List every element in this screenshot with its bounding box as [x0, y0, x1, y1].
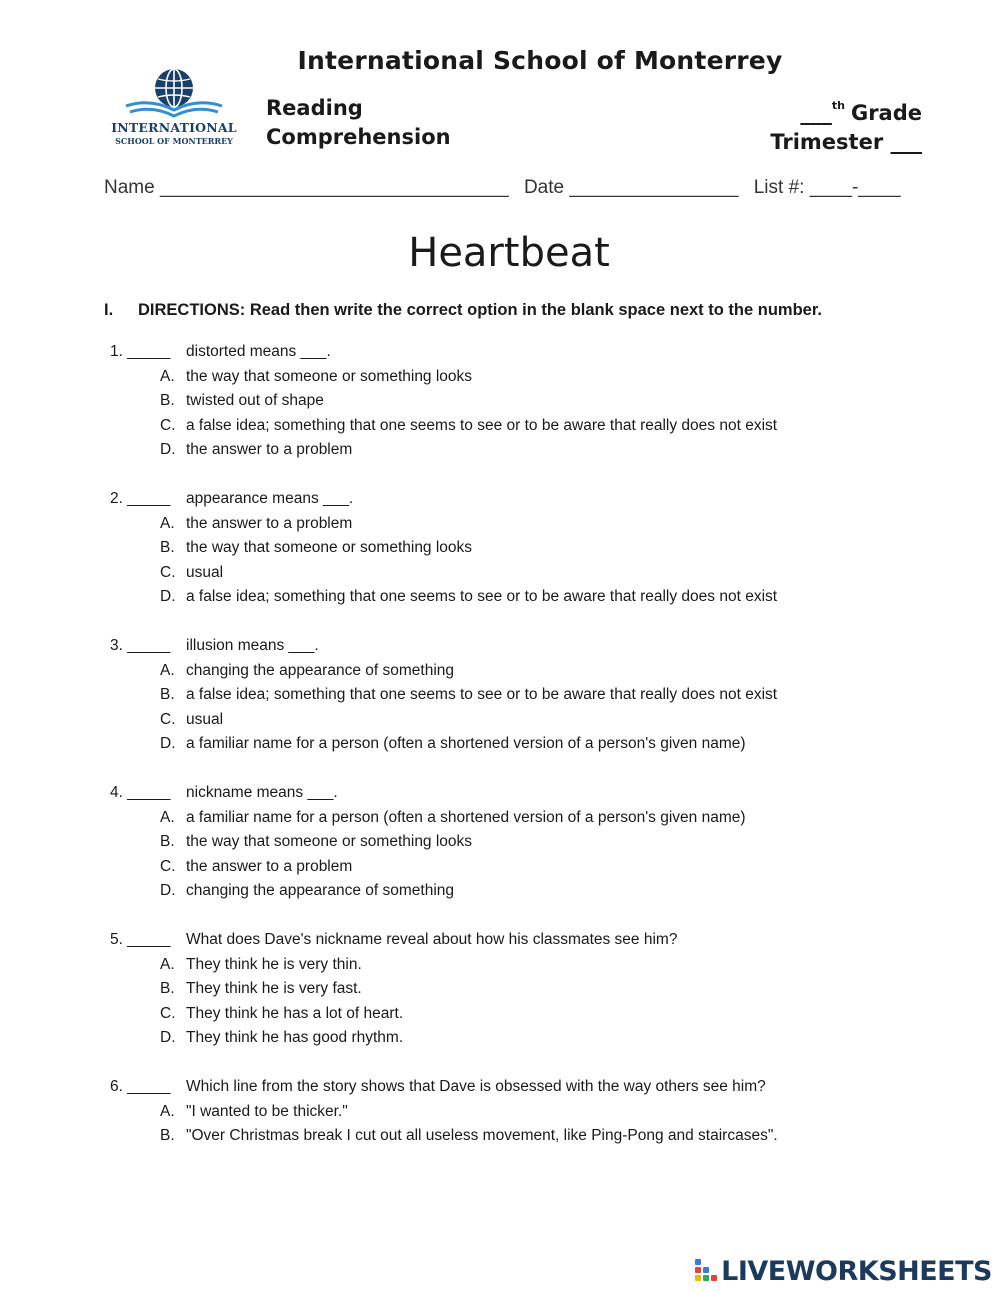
option-text: the answer to a problem — [186, 441, 353, 458]
liveworksheets-logo-icon — [694, 1257, 718, 1285]
option-item — [110, 389, 970, 414]
option-letter: C. — [160, 710, 176, 728]
grade-blank[interactable]: ___ — [800, 101, 832, 125]
option-text: the way that someone or something looks — [186, 367, 473, 385]
option-item — [110, 1100, 970, 1125]
question-line — [110, 487, 970, 512]
option-text: usual — [186, 710, 224, 728]
option-item — [110, 1026, 970, 1051]
question-line — [110, 634, 970, 659]
option-letter: B. — [160, 392, 175, 409]
school-logo — [104, 66, 244, 152]
option-text: a familiar name for a person (often a shortened version of a person's given name) — [186, 808, 746, 826]
option-letter: A. — [160, 661, 175, 679]
option-item — [110, 953, 970, 978]
question-prompt: nickname means ___. — [186, 784, 338, 801]
option-text: a false idea; something that one seems to see or to be aware that really does not exist — [186, 588, 778, 605]
question-line — [110, 928, 970, 953]
date-field[interactable]: Date ________________ — [523, 177, 739, 198]
option-letter: C. — [160, 563, 176, 581]
question-line — [110, 340, 970, 365]
answer-blank[interactable]: 3. _____ — [110, 637, 171, 654]
option-item — [110, 1002, 970, 1027]
answer-blank[interactable]: 6. _____ — [110, 1078, 171, 1095]
option-letter: C. — [160, 1004, 176, 1022]
option-text: They think he has a lot of heart. — [186, 1004, 404, 1022]
option-item — [110, 536, 970, 561]
globe-book-icon — [104, 66, 244, 120]
option-text: the way that someone or something looks — [186, 539, 473, 556]
grade-suffix: th — [831, 99, 845, 112]
option-item — [110, 561, 970, 586]
question-prompt: What does Dave's nickname reveal about how his classmates see him? — [186, 931, 678, 948]
list-field[interactable]: List #: ____-____ — [753, 177, 901, 198]
option-letter: A. — [160, 808, 175, 826]
option-text: the answer to a problem — [186, 857, 353, 875]
option-item — [110, 414, 970, 439]
option-text: They think he is very fast. — [186, 980, 362, 997]
grade-label: Grade — [850, 101, 922, 125]
question-1 — [110, 340, 970, 463]
question-line — [110, 1075, 970, 1100]
liveworksheets-watermark — [694, 1254, 992, 1288]
grade-trimester — [770, 94, 922, 157]
question-prompt: distorted means ___. — [186, 343, 331, 360]
option-text: twisted out of shape — [186, 392, 324, 409]
logo-text: INTERNATIONAL — [111, 120, 237, 135]
option-letter: B. — [160, 539, 175, 556]
option-letter: D. — [160, 735, 176, 752]
directions — [104, 301, 822, 320]
option-text: changing the appearance of something — [186, 661, 455, 679]
question-4 — [110, 781, 970, 904]
name-field[interactable]: Name _________________________________ — [104, 177, 509, 198]
option-item — [110, 879, 970, 904]
option-text: the answer to a problem — [186, 514, 353, 532]
question-2 — [110, 487, 970, 610]
option-text: They think he has good rhythm. — [186, 1029, 404, 1046]
document-title: Heartbeat — [408, 230, 610, 276]
option-item — [110, 438, 970, 463]
option-letter: C. — [160, 416, 176, 434]
question-prompt: Which line from the story shows that Dave is obsessed with the way others see him? — [186, 1078, 766, 1095]
option-text: "Over Christmas break I cut out all useless movement, like Ping-Pong and staircases". — [186, 1127, 778, 1144]
option-letter: A. — [160, 367, 175, 385]
option-text: "I wanted to be thicker." — [186, 1102, 348, 1120]
option-item — [110, 708, 970, 733]
option-item — [110, 365, 970, 390]
option-letter: A. — [160, 1102, 175, 1120]
watermark-text: LIVEWORKSHEETS — [721, 1255, 992, 1287]
option-letter: D. — [160, 1029, 176, 1046]
subject-heading — [266, 94, 451, 152]
option-letter: A. — [160, 955, 175, 973]
option-item — [110, 732, 970, 757]
option-letter: C. — [160, 857, 176, 875]
option-letter: A. — [160, 514, 175, 532]
grade-line — [770, 94, 922, 128]
option-letter: B. — [160, 1127, 175, 1144]
question-prompt: appearance means ___. — [186, 490, 354, 507]
option-item — [110, 585, 970, 610]
option-text: a false idea; something that one seems to see or to be aware that really does not exist — [186, 416, 778, 434]
trimester-line[interactable]: Trimester ___ — [770, 130, 922, 154]
option-text: usual — [186, 563, 224, 581]
option-item — [110, 977, 970, 1002]
question-line — [110, 781, 970, 806]
logo-subtext: SCHOOL OF MONTERREY — [115, 136, 233, 146]
option-text: the way that someone or something looks — [186, 833, 473, 850]
answer-blank[interactable]: 2. _____ — [110, 490, 171, 507]
question-3 — [110, 634, 970, 757]
option-item — [110, 683, 970, 708]
answer-blank[interactable]: 5. _____ — [110, 931, 171, 948]
option-letter: B. — [160, 686, 175, 703]
answer-blank[interactable]: 4. _____ — [110, 784, 171, 801]
option-item — [110, 512, 970, 537]
option-letter: B. — [160, 833, 175, 850]
option-item — [110, 806, 970, 831]
directions-text: DIRECTIONS: Read then write the correct option in the blank space next to the number. — [138, 301, 822, 319]
option-item — [110, 659, 970, 684]
option-letter: B. — [160, 980, 175, 997]
question-list — [110, 340, 970, 1173]
question-5 — [110, 928, 970, 1051]
option-item — [110, 855, 970, 880]
option-item — [110, 830, 970, 855]
question-6 — [110, 1075, 970, 1149]
option-letter: D. — [160, 882, 176, 899]
subject-line-1: Reading — [266, 96, 363, 120]
school-name: International School of Monterrey — [297, 46, 783, 75]
option-item — [110, 1124, 970, 1149]
option-text: changing the appearance of something — [186, 882, 455, 899]
subject-line-2: Comprehension — [266, 125, 451, 149]
question-prompt: illusion means ___. — [186, 637, 319, 654]
answer-blank[interactable]: 1. _____ — [110, 343, 171, 360]
option-text: a false idea; something that one seems to see or to be aware that really does not exist — [186, 686, 778, 703]
option-text: They think he is very thin. — [186, 955, 362, 973]
option-text: a familiar name for a person (often a shortened version of a person's given name) — [186, 735, 746, 752]
option-letter: D. — [160, 588, 176, 605]
student-info-row — [104, 177, 904, 199]
option-letter: D. — [160, 441, 176, 458]
section-number: I. — [104, 301, 114, 319]
